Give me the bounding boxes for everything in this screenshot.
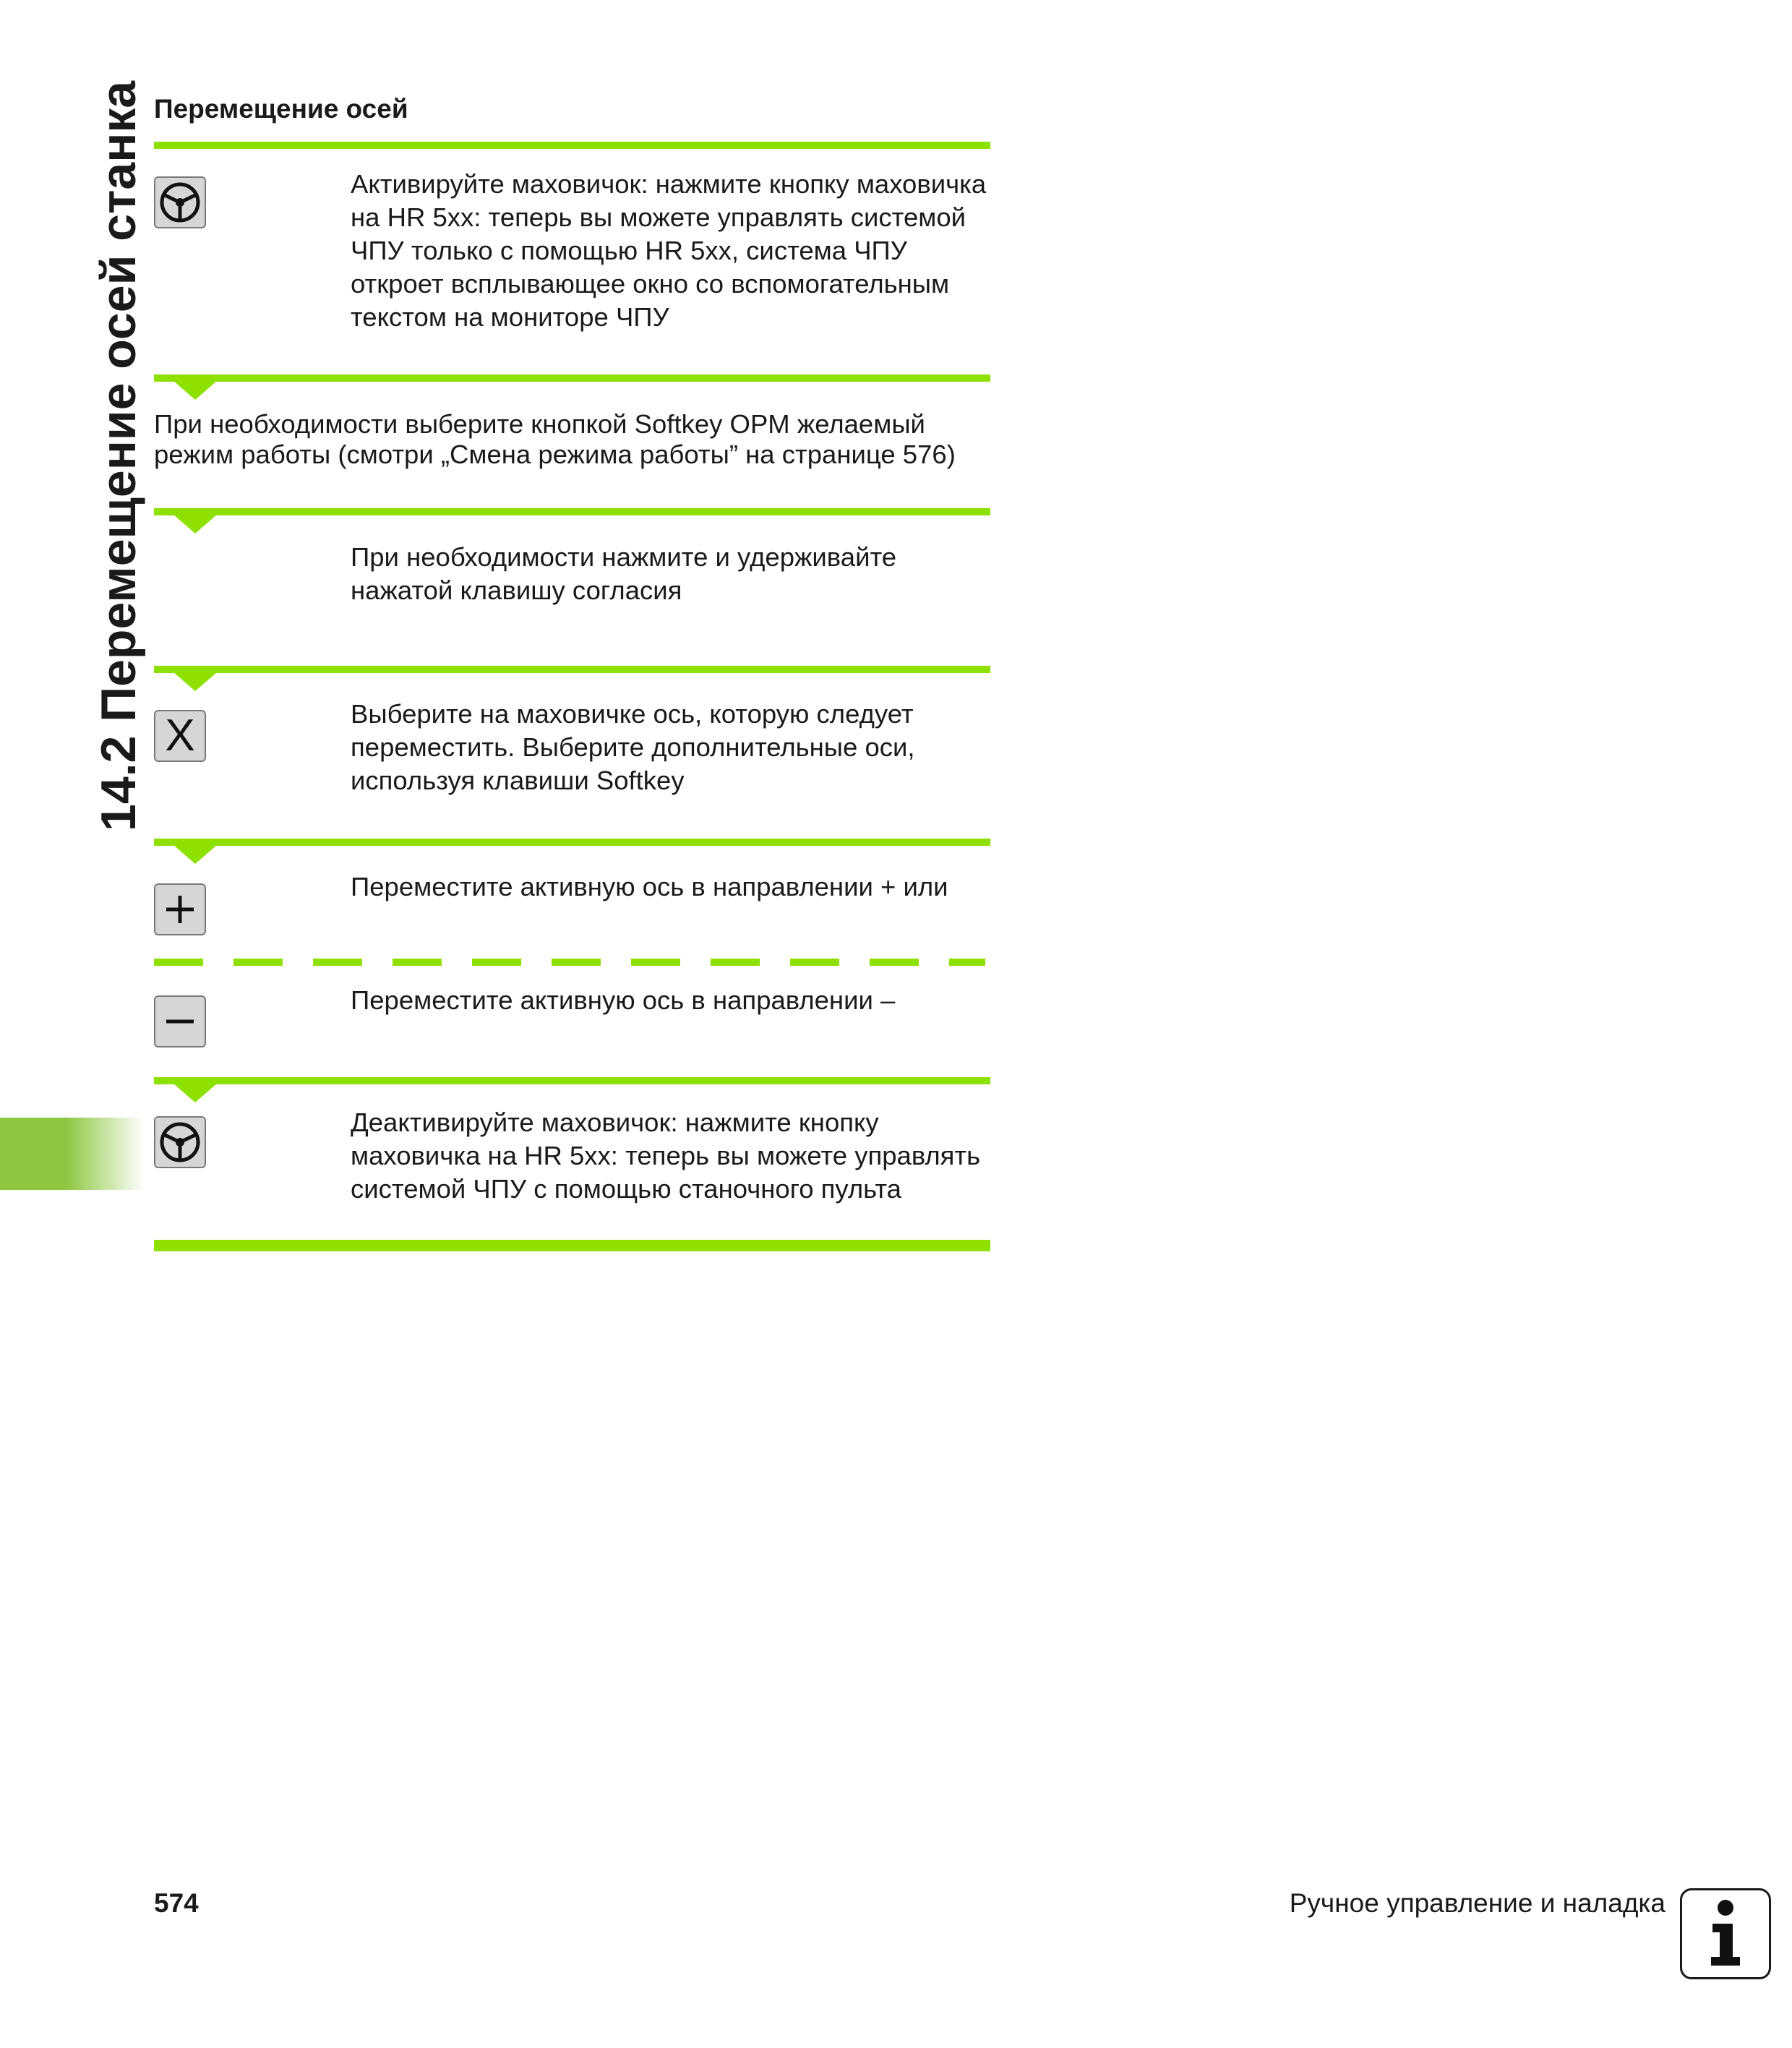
divider-line-end bbox=[154, 1240, 990, 1251]
chapter-tab-marker bbox=[0, 1118, 145, 1190]
handwheel-icon bbox=[158, 1121, 202, 1164]
divider-line bbox=[154, 508, 990, 515]
divider-line bbox=[154, 374, 990, 382]
step-text: Переместите активную ось в направлении – bbox=[351, 985, 896, 1015]
handwheel-key bbox=[154, 1116, 206, 1168]
flow-arrow bbox=[173, 515, 217, 534]
flow-arrow bbox=[173, 845, 217, 864]
axis-x-label: X bbox=[165, 711, 195, 760]
chapter-title: 14.2 Перемещение осей станка bbox=[91, 80, 146, 831]
step-text: Переместите активную ось в направлении + или bbox=[351, 872, 948, 901]
footer-title: Ручное управление и наладка bbox=[1289, 1888, 1665, 1918]
plus-icon bbox=[162, 891, 198, 927]
section-title: Перемещение осей bbox=[154, 94, 408, 124]
flow-arrow bbox=[173, 1084, 217, 1102]
minus-icon bbox=[162, 1003, 198, 1040]
step-text: Активируйте маховичок: нажмите кнопку маховичка на HR 5xx: теперь вы можете управлять системой ЧПУ только с помощью HR 5xx, система ЧПУ откроет всплывающее окно со вспомогательным текстом на мониторе ЧПУ bbox=[351, 169, 987, 332]
handwheel-key bbox=[154, 176, 206, 228]
divider-line bbox=[154, 666, 990, 673]
step-text: Выберите на маховичке ось, которую следует переместить. Выберите дополнительные оси, используя клавиши Softkey bbox=[351, 699, 915, 795]
flow-arrow bbox=[173, 381, 217, 400]
dashed-divider bbox=[154, 959, 985, 966]
step-text: При необходимости нажмите и удерживайте нажатой клавишу согласия bbox=[351, 542, 897, 605]
handwheel-icon bbox=[158, 181, 202, 224]
page-number: 574 bbox=[154, 1888, 199, 1918]
step-text: При необходимости выберите кнопкой Softkey OPM желаемый режим работы (смотри „Смена режима работы” на странице 576) bbox=[154, 409, 956, 469]
step-text: Деактивируйте маховичок: нажмите кнопку маховичка на HR 5xx: теперь вы можете управлять системой ЧПУ с помощью станочного пульта bbox=[351, 1107, 981, 1204]
divider-line bbox=[154, 1077, 990, 1084]
divider-line bbox=[154, 839, 990, 846]
plus-key bbox=[154, 883, 206, 935]
info-icon bbox=[1697, 1898, 1754, 1970]
axis-x-key bbox=[154, 710, 206, 762]
divider-line bbox=[154, 142, 990, 149]
flow-arrow bbox=[173, 672, 217, 691]
info-button[interactable] bbox=[1680, 1888, 1771, 1979]
minus-key bbox=[154, 995, 206, 1047]
